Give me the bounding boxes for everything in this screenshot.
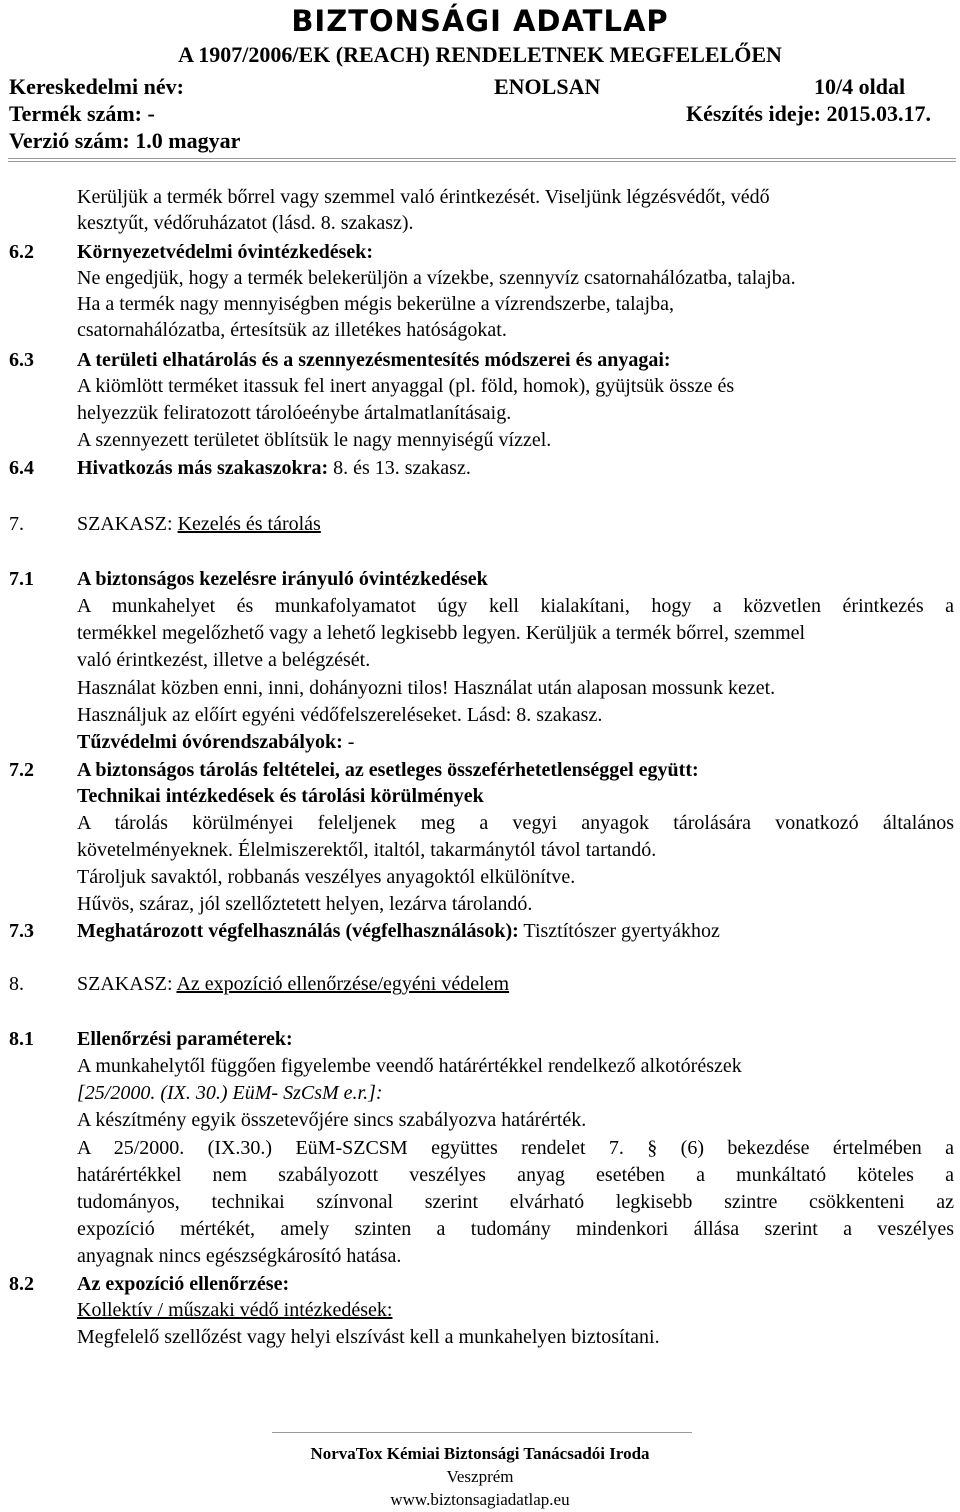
s7-3-line (77, 918, 720, 944)
s7-1-heading: A biztonságos kezelésre irányuló óvintézkedések (77, 568, 488, 590)
creation-date: Készítés ideje: 2015.03.17. (686, 101, 931, 126)
version-number: Verzió szám: 1.0 magyar (9, 128, 241, 153)
s7-number: 7. (9, 513, 24, 535)
s8-1-line-6: tudományos, technikai színvonal szerint elvárható legkisebb szintre csökkenteni az (77, 1191, 954, 1213)
s7-3-number: 7.3 (9, 920, 34, 942)
s7-2-number: 7.2 (9, 759, 34, 781)
s8-2-number: 8.2 (9, 1273, 34, 1295)
s8-1-line-4: A 25/2000. (IX.30.) EüM-SZCSM együttes rendelet 7. § (6) bekezdése értelmében a (77, 1137, 954, 1159)
s8-title: Az expozíció ellenőrzése/egyéni védelem (176, 973, 510, 995)
s6-2-line-1: Ne engedjük, hogy a termék belekerüljön a vízekbe, szennyvíz csatornahálózatba, talajba. (77, 267, 796, 289)
s6-3-line-1: A kiömlött terméket itassuk fel inert anyaggal (pl. föld, homok), gyüjtsük össze és (77, 375, 735, 397)
s8-1-line-5: határértékkel nem szabályozott veszélyes anyag esetében a munkáltató köteles a (77, 1164, 954, 1186)
s7-3-text: Tisztítószer gyertyákhoz (518, 920, 720, 942)
s7-prefix: SZAKASZ: (77, 513, 178, 535)
s8-prefix: SZAKASZ: (77, 973, 177, 995)
fire-rules-value: - (342, 731, 355, 753)
s8-1-line-2: [25/2000. (IX. 30.) EüM- SzCsM e.r.]: (77, 1082, 383, 1104)
s7-1-line-5: Használjuk az előírt egyéni védőfelszereléseket. Lásd: 8. szakasz. (77, 704, 603, 726)
s8-2-heading: Az expozíció ellenőrzése: (77, 1273, 290, 1295)
s6-4-heading: Hivatkozás más szakaszokra: (77, 457, 329, 479)
s6-3-line-3: A szennyezett területet öblítsük le nagy mennyiségű vízzel. (77, 429, 552, 451)
s6-2-line-3: csatornahálózatba, értesítsük az illetékes hatóságokat. (77, 319, 507, 341)
footer-organization: NorvaTox Kémiai Biztonsági Tanácsadói Iroda (310, 1444, 650, 1463)
s6-3-heading: A területi elhatárolás és a szennyezésmentesítés módszerei és anyagai: (77, 349, 671, 371)
trade-name: ENOLSAN (494, 74, 601, 99)
s7-1-number: 7.1 (9, 568, 34, 590)
s7-1-fire-rules (77, 729, 354, 755)
s8-1-heading: Ellenőrzési paraméterek: (77, 1028, 293, 1050)
page-number: 10/4 oldal (814, 74, 906, 99)
s8-heading (77, 971, 509, 997)
s7-title: Kezelés és tárolás (177, 513, 321, 535)
s7-2-line-1: A tárolás körülményei feleljenek meg a vegyi anyagok tárolására vonatkozó általános (77, 812, 954, 834)
s7-heading (77, 511, 321, 537)
s6-3-line-2: helyezzük feliratozott tárolóeénybe ártalmatlanításaig. (77, 402, 512, 424)
s6-2-number: 6.2 (9, 241, 34, 263)
s7-1-line-1: A munkahelyet és munkafolyamatot úgy kell kialakítani, hogy a közvetlen érintkezés a (77, 595, 954, 617)
s7-2-line-4: Hűvös, száraz, jól szellőztetett helyen, lezárva tárolandó. (77, 893, 533, 915)
s6-4-line (77, 455, 471, 481)
s8-1-line-8: anyagnak nincs egészségkárosító hatása. (77, 1245, 402, 1267)
s7-3-heading: Meghatározott végfelhasználás (végfelhasználások): (77, 920, 519, 942)
s6-cont-line-1: Kerüljük a termék bőrrel vagy szemmel való érintkezését. Viseljünk légzésvédőt, védő (77, 186, 770, 208)
header-divider (8, 158, 956, 162)
s6-4-number: 6.4 (9, 457, 34, 479)
document-subtitle: A 1907/2006/EK (REACH) RENDELETNEK MEGFELELŐEN (178, 42, 782, 67)
s6-4-text: 8. és 13. szakasz. (328, 457, 471, 479)
s6-3-number: 6.3 (9, 349, 34, 371)
s8-2-subheading: Kollektív / műszaki védő intézkedések: (77, 1299, 393, 1321)
s8-1-line-3: A készítmény egyik összetevőjére sincs szabályozva határérték. (77, 1109, 587, 1131)
s6-2-line-2: Ha a termék nagy mennyiségben mégis bekerülne a vízrendszerbe, talajba, (77, 293, 674, 315)
product-number: Termék szám: - (9, 101, 155, 126)
footer-divider (272, 1432, 692, 1433)
s8-2-line-1: Megfelelő szellőzést vagy helyi elszívást kell a munkahelyen biztosítani. (77, 1326, 660, 1348)
s6-cont-line-2: kesztyűt, védőruházatot (lásd. 8. szakasz). (77, 212, 414, 234)
s8-1-number: 8.1 (9, 1028, 34, 1050)
s8-1-line-7: expozíció mértékét, amely szinten a tudomány mindenkori állása szerint a veszélyes (77, 1218, 954, 1240)
s7-2-line-3: Tároljuk savaktól, robbanás veszélyes anyagoktól elkülönítve. (77, 866, 576, 888)
document-title: BIZTONSÁGI ADATLAP (291, 4, 669, 38)
footer-website: www.biztonsagiadatlap.eu (390, 1490, 570, 1509)
s7-1-line-3: való érintkezést, illetve a belégzését. (77, 649, 371, 671)
s7-1-line-2: termékkel megelőzhető vagy a lehető legkisebb legyen. Kerüljük a termék bőrrel, szemmel (77, 622, 806, 644)
s6-2-heading: Környezetvédelmi óvintézkedések: (77, 241, 374, 263)
s7-2-line-2: követelményeknek. Élelmiszerektől, italtól, takarmánytól távol tartandó. (77, 839, 657, 861)
fire-rules-label: Tűzvédelmi óvórendszabályok: (77, 731, 343, 753)
s7-2-subheading: Technikai intézkedések és tárolási körülmények (77, 785, 484, 807)
footer-city: Veszprém (446, 1467, 514, 1486)
s8-1-line-1: A munkahelytől függően figyelembe veendő határértékkel rendelkező alkotórészek (77, 1055, 742, 1077)
s7-1-line-4: Használat közben enni, inni, dohányozni tilos! Használat után alaposan mossunk kezet. (77, 677, 776, 699)
s8-number: 8. (9, 973, 24, 995)
s7-2-heading: A biztonságos tárolás feltételei, az esetleges összeférhetetlenséggel együtt: (77, 759, 699, 781)
trade-name-label: Kereskedelmi név: (9, 74, 184, 99)
